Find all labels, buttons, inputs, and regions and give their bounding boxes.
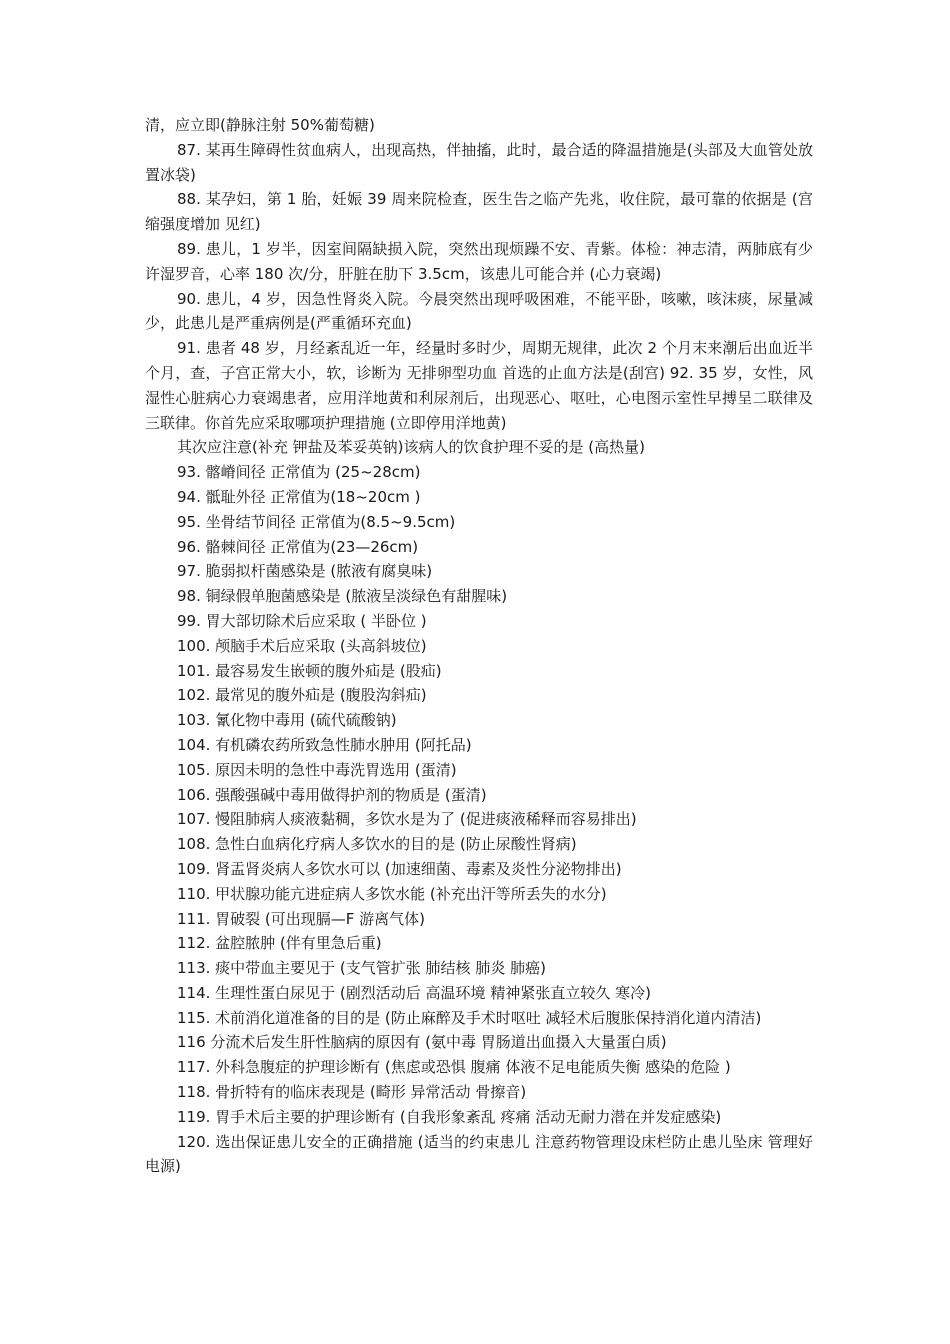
- question-item: 90. 患儿，4 岁，因急性肾炎入院。今晨突然出现呼吸困难，不能平卧，咳嗽，咳沫痰，尿量减少，此患儿是严重病例是(严重循环充血): [145, 289, 813, 333]
- question-item: 103. 氰化物中毒用 (硫代硫酸钠): [177, 711, 397, 730]
- question-item: 117. 外科急腹症的护理诊断有 (焦虑或恐惧 腹痛 体液不足电能质失衡 感染的危险 ): [177, 1058, 731, 1077]
- question-item: 112. 盆腔脓肿 (伴有里急后重): [177, 934, 382, 953]
- question-item: 102. 最常见的腹外疝是 (腹股沟斜疝): [177, 686, 427, 705]
- question-item: 96. 骼棘间径 正常值为(23—26cm): [177, 537, 419, 556]
- question-item: 119. 胃手术后主要的护理诊断有 (自我形象紊乱 疼痛 活动无耐力潜在并发症感染): [177, 1107, 722, 1126]
- question-item: 104. 有机磷农药所致急性肺水肿用 (阿托品): [177, 735, 472, 754]
- question-item: 97. 脆弱拟杆菌感染是 (脓液有腐臭味): [177, 562, 433, 581]
- question-item: 108. 急性白血病化疗病人多饮水的目的是 (防止尿酸性肾病): [177, 835, 577, 854]
- question-item: 91. 患者 48 岁，月经紊乱近一年，经量时多时少，周期无规律，此次 2 个月末来潮后出血近半个月，查，子宫正常大小，软，诊断为 无排卵型功血 首选的止血方法是(刮宫) 92. 35 岁，女性，风湿性心脏病心力衰竭患者，应用洋地黄和利尿剂后，出现恶心、呕吐，心电图示室性早搏呈二联律及三联律。你首先应采取哪项护理措施 (立即停用洋地黄): [145, 339, 813, 432]
- question-item: 107. 慢阻肺病人痰液黏稠，多饮水是为了 (促进痰液稀释而容易排出): [177, 810, 637, 829]
- question-item: 114. 生理性蛋白尿见于 (剧烈活动后 高温环境 精神紧张直立较久 寒冷): [177, 983, 651, 1002]
- question-item: 120. 选出保证患儿安全的正确措施 (适当的约束患儿 注意药物管理设床栏防止患儿坠床 管理好电源): [145, 1132, 813, 1176]
- question-item: 105. 原因未明的急性中毒洗胃选用 (蛋清): [177, 760, 457, 779]
- question-item: 116 分流术后发生肝性脑病的原因有 (氨中毒 胃肠道出血摄入大量蛋白质): [177, 1033, 667, 1052]
- question-item: 94. 骶耻外径 正常值为(18~20cm ): [177, 487, 421, 506]
- question-item: 113. 痰中带血主要见于 (支气管扩张 肺结核 肺炎 肺癌): [177, 959, 546, 978]
- question-item: 87. 某再生障碍性贫血病人，出现高热，伴抽搐，此时，最合适的降温措施是(头部及大血管处放置冰袋): [145, 140, 813, 184]
- question-item: 110. 甲状腺功能亢进症病人多饮水能 (补充出汗等所丢失的水分): [177, 884, 607, 903]
- question-item: 115. 术前消化道准备的目的是 (防止麻醉及手术时呕吐 减轻术后腹胀保持消化道内清洁): [177, 1008, 762, 1027]
- question-item: 100. 颅脑手术后应采取 (头高斜坡位): [177, 636, 427, 655]
- question-item: 99. 胃大部切除术后应采取 ( 半卧位 ): [177, 611, 427, 630]
- question-item: 118. 骨折特有的临床表现是 (畸形 异常活动 骨擦音): [177, 1083, 527, 1102]
- question-item: 89. 患儿，1 岁半，因室间隔缺损入院，突然出现烦躁不安、青紫。体检：神志清，两肺底有少许湿罗音，心率 180 次/分，肝脏在肋下 3.5cm，该患儿可能合并 (心力衰竭): [145, 239, 813, 283]
- question-item: 109. 肾盂肾炎病人多饮水可以 (加速细菌、毒素及炎性分泌物排出): [177, 859, 622, 878]
- continued-paragraph: 清，应立即(静脉注射 50%葡萄糖): [145, 116, 375, 134]
- question-item: 95. 坐骨结节间径 正常值为(8.5~9.5cm): [177, 512, 456, 531]
- document-body: [145, 113, 813, 1179]
- question-item: 106. 强酸强碱中毒用做得护剂的物质是 (蛋清): [177, 785, 487, 804]
- question-item: 88. 某孕妇，第 1 胎，妊娠 39 周来院检查，医生告之临产先兆，收住院，最可靠的依据是 (宫缩强度增加 见红): [145, 190, 813, 234]
- question-item: 101. 最容易发生嵌顿的腹外疝是 (股疝): [177, 661, 442, 680]
- question-item: 其次应注意(补充 钾盐及苯妥英钠)该病人的饮食护理不妥的是 (高热量): [177, 438, 645, 457]
- question-item: 93. 髂嵴间径 正常值为 (25~28cm): [177, 463, 421, 482]
- question-item: 98. 铜绿假单胞菌感染是 (脓液呈淡绿色有甜腥味): [177, 587, 508, 606]
- question-item: 111. 胃破裂 (可出现膈—F 游离气体): [177, 909, 426, 928]
